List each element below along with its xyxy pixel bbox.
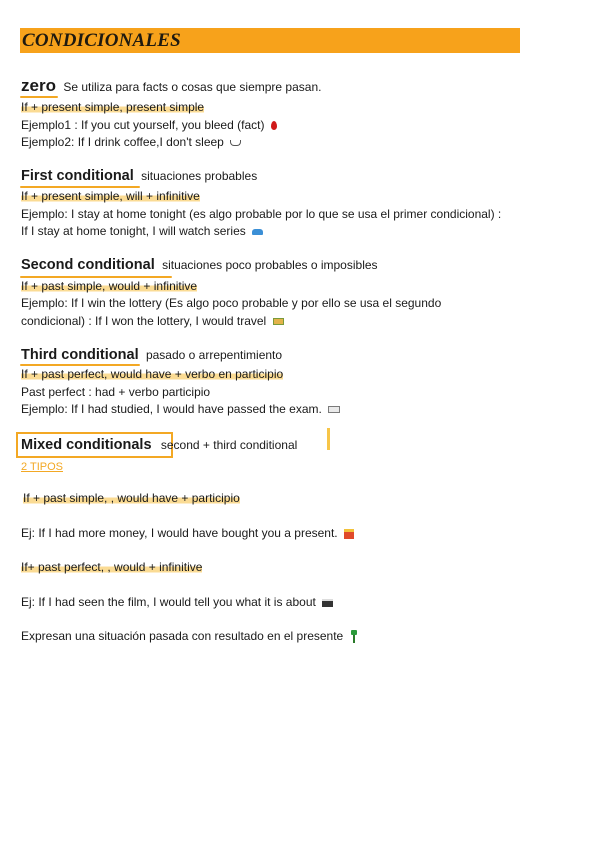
mixed-example2-line	[21, 594, 333, 610]
two-types-link[interactable]: 2 TIPOS	[21, 461, 63, 473]
zero-example1: Ejemplo1 : If you cut yourself, you bleed (fact)	[21, 118, 265, 132]
first-description: situaciones probables	[141, 169, 258, 183]
first-example-text1: Ejemplo: I stay at home tonight (es algo probable por lo que se usa el primer condicional) :	[21, 207, 502, 221]
third-formula: If + past perfect, would have + verbo en participio	[21, 367, 284, 381]
mixed-summary: Expresan una situación pasada con resultado en el presente	[21, 629, 344, 643]
mixed-link-line	[21, 458, 63, 475]
mixed-example2: Ej: If I had seen the film, I would tell you what it is about	[21, 595, 316, 609]
zero-description: Se utiliza para facts o cosas que siempre pasan.	[63, 80, 322, 94]
second-example-text1: Ejemplo: If I win the lottery (Es algo poco probable y por ello se usa el segundo	[21, 296, 442, 310]
second-description: situaciones poco probables o imposibles	[162, 258, 378, 272]
first-example-text2: If I stay at home tonight, I will watch series	[21, 224, 246, 238]
gift-icon	[344, 529, 354, 539]
first-heading: First conditional	[21, 168, 134, 184]
second-example-line1	[21, 295, 441, 311]
third-past-perfect-line	[21, 384, 210, 400]
mixed-description: second + third conditional	[160, 438, 298, 452]
mixed-example1: Ej: If I had more money, I would have bought you a present.	[21, 526, 338, 540]
zero-example1-line	[21, 117, 277, 133]
zero-heading-line	[21, 78, 321, 95]
highlight-mark	[327, 428, 330, 450]
third-example-line	[21, 401, 340, 417]
mixed-heading: Mixed conditionals	[21, 437, 152, 453]
second-example-line2	[21, 313, 284, 329]
pushpin-icon	[351, 630, 357, 643]
zero-heading: zero	[21, 76, 56, 95]
second-heading-line	[21, 257, 378, 273]
second-heading: Second conditional	[21, 257, 155, 273]
first-example-line2	[21, 223, 263, 239]
first-heading-line	[21, 168, 257, 184]
mixed-formula2: If+ past perfect, , would + infinitive	[21, 560, 203, 574]
first-formula-line	[21, 188, 200, 204]
zero-example2: Ejemplo2: If I drink coffee,I don't sleep	[21, 135, 224, 149]
third-heading: Third conditional	[21, 347, 139, 363]
second-example-text2: condicional) : If I won the lottery, I would travel	[21, 314, 267, 328]
coffee-icon	[230, 140, 241, 146]
mixed-heading-line	[21, 437, 297, 453]
zero-underline	[20, 96, 58, 98]
first-formula: If + present simple, will + infinitive	[21, 189, 200, 203]
mixed-formula1: If + past simple, , would have + participio	[23, 491, 240, 505]
third-description: pasado o arrepentimiento	[145, 348, 283, 362]
first-example-line1	[21, 206, 501, 222]
third-example: Ejemplo: If I had studied, I would have passed the exam.	[21, 402, 322, 416]
second-formula: If + past simple, would + infinitive	[21, 279, 198, 293]
page-title: CONDICIONALES	[22, 30, 181, 51]
third-formula-line	[21, 366, 283, 382]
mixed-summary-line	[21, 628, 357, 644]
second-formula-line	[21, 278, 197, 294]
book-icon	[328, 406, 340, 413]
title-banner	[20, 28, 520, 53]
mixed-formula2-line	[21, 559, 202, 575]
money-icon	[273, 318, 284, 325]
zero-formula: If + present simple, present simple	[21, 100, 205, 114]
third-past-perfect: Past perfect : had + verbo participio	[21, 385, 211, 399]
third-heading-line	[21, 347, 282, 363]
car-icon	[252, 229, 263, 235]
mixed-example1-line	[21, 525, 354, 541]
clapperboard-icon	[322, 599, 333, 607]
mixed-formula1-line	[23, 490, 240, 506]
zero-formula-line	[21, 99, 204, 115]
zero-example2-line	[21, 134, 241, 150]
blood-drop-icon	[271, 121, 277, 130]
